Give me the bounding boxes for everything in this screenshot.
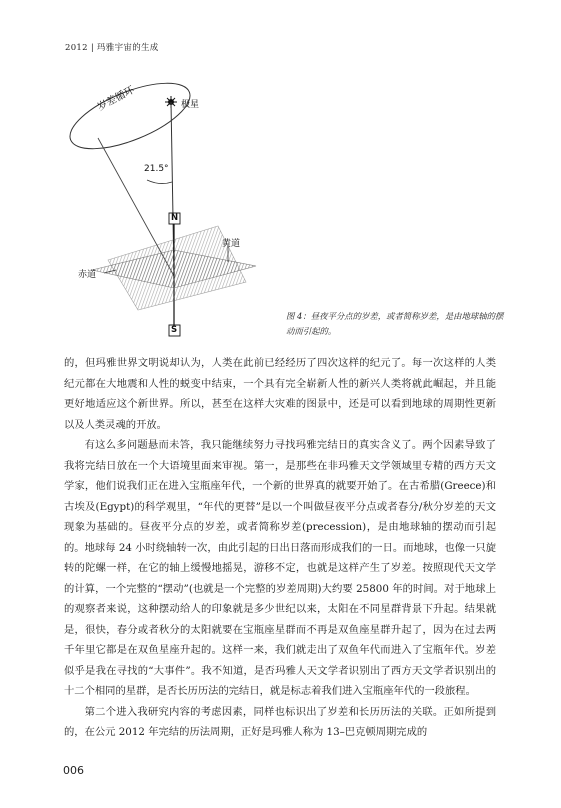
page-number: 006 [63, 764, 84, 777]
running-head: 2012 | 玛雅宇宙的生成 [65, 43, 159, 53]
precession-figure [68, 70, 304, 346]
pole-star-label: 极星 [181, 100, 200, 110]
north-label: N [171, 213, 179, 223]
precession-circle-label: 岁差循环 [95, 84, 137, 114]
south-label: S [171, 325, 178, 335]
equator-label: 赤道 [78, 270, 97, 280]
precession-ellipse [68, 70, 198, 162]
paragraph: 第二个进入我研究内容的考虑因素，同样也标识出了岁差和长历历法的关联。正如所提到的，在公元 2012 年完结的历法周期，正好是玛雅人称为 13–巴克顿周期完成的 [64, 705, 496, 738]
body-text [64, 353, 496, 743]
ecliptic-label: 黄道 [222, 239, 241, 249]
angle-arc [147, 180, 172, 184]
paragraph: 的，但玛雅世界文明说却认为，人类在此前已经经历了四次这样的纪元了。每一次这样的人类纪元都在大地震和人性的蜕变中结束，一个具有完全崭新人性的新兴人类将就此崛起，并且能更好地适应这个新世界。所以，甚至在这样大灾难的图景中，还是可以看到地球的周期性更新以及人类灵魂的开放。 [64, 357, 496, 431]
paragraph: 有这么多问题悬而未答，我只能继续努力寻找玛雅完结日的真实含义了。两个因素导致了我将完结日放在一个大语境里面来审视。第一，是那些在非玛雅天文学领域里专精的西方天文学家，他们说我们正在进入宝瓶座年代，一个新的世界真的就要开始了。在古希腊(Greece)和古埃及(Egypt)的科学观里，“年代的更替”是以一个叫做昼夜平分点或者春分/秋分岁差的天文现象为基础的。昼夜平分点的岁差，或者简称岁差(precession)，是由地球轴的摆动而引起的。地球每 24 小时绕轴转一次，由此引起的日出日落而形成我们的一日。而地球，也像一只旋转的陀螺一样，在它的轴上缓慢地摇晃，游移不定，也就是这样产生了岁差。按照现代天文学的计算，一个完整的“摆动”(也就是一个完整的岁差周期)大约要 25800 年的时间。对于地球上的观察者来说，这种摆动给人的印象就是多少世纪以来，太阳在不同星群背景下升起。结果就是，很快，春分或者秋分的太阳就要在宝瓶座星群而不再是双鱼座星群升起了，因为在过去两千年里它都是在双鱼星座升起的。这样一来，我们就走出了双鱼年代而进入了宝瓶年代。岁差似乎是我在寻找的“大事件”。我不知道，是否玛雅人天文学者识别出了西方天文学者识别出的十二个相同的星群，是否长历历法的完结日，就是标志着我们进入宝瓶座年代的一段旅程。 [64, 439, 496, 697]
angle-label: 21.5° [144, 164, 169, 174]
figure-caption: 图 4：昼夜平分点的岁差，或者简称岁差，是由地球轴的摆动而引起的。 [286, 311, 504, 336]
